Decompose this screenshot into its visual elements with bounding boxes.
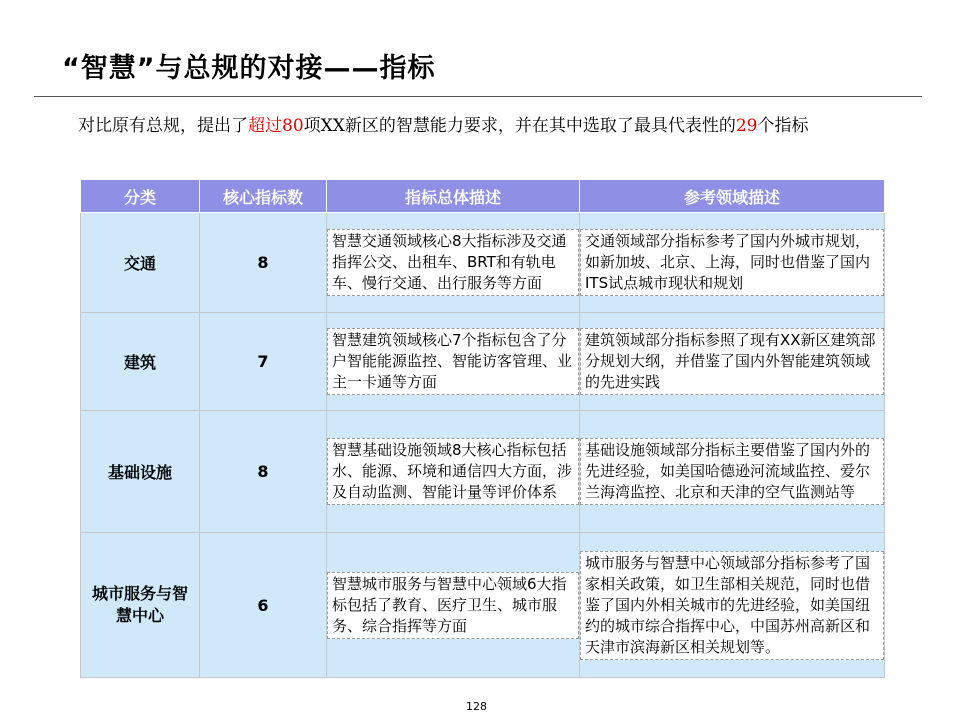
row-category: 基础设施 — [81, 411, 200, 533]
title-divider — [34, 96, 922, 97]
page-title: “智慧”与总规的对接——指标 — [62, 53, 436, 84]
row-overall: 智慧城市服务与智慧中心领域6大指标包括了教育、医疗卫生、城市服务、综合指挥等方面 — [327, 572, 579, 639]
header-reference: 参考领域描述 — [580, 180, 885, 213]
row-reference-cell — [580, 411, 885, 533]
table-row — [81, 313, 885, 411]
intro-part1: 对比原有总规，提出了 — [78, 116, 248, 136]
row-count: 8 — [200, 411, 327, 533]
row-count: 7 — [200, 313, 327, 411]
row-reference: 城市服务与智慧中心领域部分指标参考了国家相关政策，如卫生部相关规范，同时也借鉴了国内外相关城市的先进经验，如美国纽约的城市综合指挥中心，中国苏州高新区和天津市滨海新区相关规划等。 — [580, 551, 884, 660]
row-reference-cell — [580, 533, 885, 678]
row-reference: 基础设施领域部分指标主要借鉴了国内外的先进经验，如美国哈德逊河流域监控、爱尔兰海湾监控、北京和天津的空气监测站等 — [580, 438, 884, 505]
row-reference-cell — [580, 213, 885, 313]
row-category: 城市服务与智慧中心 — [92, 584, 189, 625]
row-count: 8 — [200, 213, 327, 313]
table-row — [81, 533, 885, 678]
intro-part3: 个指标 — [757, 116, 809, 136]
intro-part2: 项XX新区的智慧能力要求，并在其中选取了最具代表性的 — [303, 116, 736, 136]
table-row — [81, 213, 885, 313]
row-overall: 智慧基础设施领域8大核心指标包括水、能源、环境和通信四大方面，涉及自动监测、智能计量等评价体系 — [327, 438, 579, 505]
row-overall-cell — [327, 411, 580, 533]
header-count: 核心指标数 — [200, 180, 327, 213]
row-overall-cell — [327, 213, 580, 313]
header-category: 分类 — [81, 180, 200, 213]
row-count: 6 — [200, 533, 327, 678]
row-overall-cell — [327, 313, 580, 411]
table-row — [81, 411, 885, 533]
row-category-cell — [81, 533, 200, 678]
row-category: 建筑 — [81, 313, 200, 411]
intro-highlight-count: 超过80 — [248, 116, 304, 136]
intro-text — [78, 114, 878, 138]
page-number: 128 — [466, 700, 487, 713]
row-overall: 智慧交通领域核心8大指标涉及交通指挥公交、出租车、BRT和有轨电车、慢行交通、出行服务等方面 — [327, 229, 579, 296]
row-overall-cell — [327, 533, 580, 678]
table-header-row — [81, 180, 885, 213]
row-category: 交通 — [81, 213, 200, 313]
header-overall: 指标总体描述 — [327, 180, 580, 213]
row-reference: 交通领域部分指标参考了国内外城市规划，如新加坡、北京、上海，同时也借鉴了国内ITS试点城市现状和规划 — [580, 229, 884, 296]
row-reference-cell — [580, 313, 885, 411]
row-reference: 建筑领域部分指标参照了现有XX新区建筑部分规划大纲，并借鉴了国内外智能建筑领域的先进实践 — [580, 328, 884, 395]
intro-highlight-selected: 29 — [735, 116, 758, 136]
row-overall: 智慧建筑领域核心7个指标包含了分户智能能源监控、智能访客管理、业主一卡通等方面 — [327, 328, 579, 395]
indicator-table — [80, 179, 885, 678]
